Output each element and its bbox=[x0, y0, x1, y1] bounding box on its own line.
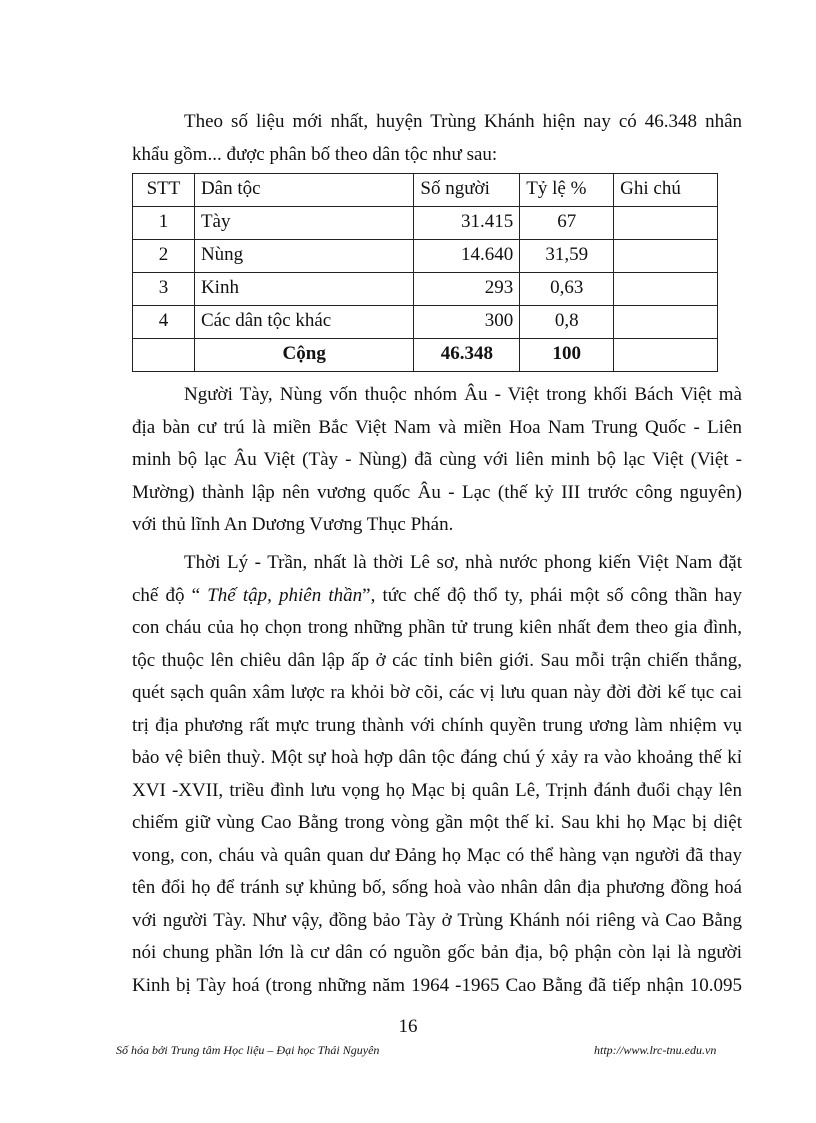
paragraph-line: Thời Lý - Trần, nhất là thời Lê sơ, nhà nước phong kiến Việt Nam đặt bbox=[184, 552, 742, 573]
paragraph-line: quét sạch quân xâm lược ra khỏi bờ cõi, các vị lưu quan này đời đời kế tục cai bbox=[132, 682, 742, 703]
total-label: Cộng bbox=[194, 339, 413, 372]
text-segment: ”, tức chế độ thổ ty, phái một số công thần hay bbox=[362, 584, 742, 606]
cell-percent: 31,59 bbox=[520, 240, 614, 273]
text-segment: chế độ “ bbox=[132, 584, 208, 606]
total-people: 46.348 bbox=[414, 339, 520, 372]
paragraph-line-with-italic bbox=[132, 580, 742, 613]
paragraph-line: tộc thuộc lên chiêu dân lập ấp ở các tỉnh biên giới. Sau mỗi trận chiến thắng, bbox=[132, 649, 742, 671]
cell-note-empty bbox=[614, 339, 718, 372]
paragraph-line: Người Tày, Nùng vốn thuộc nhóm Âu - Việt trong khối Bách Việt mà bbox=[184, 384, 742, 405]
cell-stt: 1 bbox=[133, 207, 195, 240]
paragraph-line: Mường) thành lập nên vương quốc Âu - Lạc (thế kỷ III trước công nguyên) bbox=[132, 481, 742, 503]
paragraph-line: chiếm giữ vùng Cao Bằng trong vòng gần một thế kỉ. Sau khi họ Mạc bị diệt bbox=[132, 812, 742, 833]
table-header-row bbox=[133, 174, 718, 207]
paragraph-line: Theo số liệu mới nhất, huyện Trùng Khánh hiện nay có 46.348 nhân bbox=[184, 111, 742, 132]
cell-note bbox=[614, 306, 718, 339]
paragraph-line: trị địa phương rất mực trung thành với chính quyền trung ương làm nhiệm vụ bbox=[132, 714, 742, 736]
cell-people: 14.640 bbox=[414, 240, 520, 273]
cell-ethnic: Tày bbox=[194, 207, 413, 240]
header-note: Ghi chú bbox=[614, 174, 718, 207]
paragraph-line: XVI -XVII, triều đình lưu vọng họ Mạc bị quân Lê, Trịnh đánh đuổi chạy lên bbox=[132, 779, 742, 801]
cell-percent: 67 bbox=[520, 207, 614, 240]
header-percent: Tỷ lệ % bbox=[520, 174, 614, 207]
paragraph-line: Kinh bị Tày hoá (trong những năm 1964 -1965 Cao Bằng đã tiếp nhận 10.095 bbox=[132, 974, 742, 996]
cell-note bbox=[614, 240, 718, 273]
cell-stt: 4 bbox=[133, 306, 195, 339]
cell-note bbox=[614, 273, 718, 306]
footer-url: http://www.lrc-tnu.edu.vn bbox=[594, 1043, 717, 1057]
table-row bbox=[133, 240, 718, 273]
cell-ethnic: Các dân tộc khác bbox=[194, 306, 413, 339]
header-ethnic: Dân tộc bbox=[194, 174, 413, 207]
cell-people: 31.415 bbox=[414, 207, 520, 240]
cell-stt-empty bbox=[133, 339, 195, 372]
cell-note bbox=[614, 207, 718, 240]
cell-ethnic: Nùng bbox=[194, 240, 413, 273]
table-row bbox=[133, 207, 718, 240]
cell-stt: 3 bbox=[133, 273, 195, 306]
page-number: 16 bbox=[398, 1016, 418, 1037]
cell-ethnic: Kinh bbox=[194, 273, 413, 306]
paragraph-line: nói chung phần lớn là cư dân có nguồn gốc bản địa, bộ phận còn lại là người bbox=[132, 942, 742, 963]
paragraph-line: với thủ lĩnh An Dương Vương Thục Phán. bbox=[132, 514, 454, 535]
paragraph-line: địa bàn cư trú là miền Bắc Việt Nam và miền Hoa Nam Trung Quốc - Liên bbox=[132, 416, 742, 438]
intro-paragraph bbox=[132, 106, 742, 171]
italic-term: Thế tập, phiên thần bbox=[207, 584, 363, 606]
population-table bbox=[132, 173, 718, 372]
paragraph-line: tên đổi họ để tránh sự khủng bố, sống hoà vào nhân dân địa phương đồng hoá bbox=[132, 877, 742, 898]
table-total-row bbox=[133, 339, 718, 372]
paragraph-line: vong, con, cháu và quân quan dư Đảng họ Mạc có thể hàng vạn người đã thay bbox=[132, 844, 742, 866]
paragraph-line: bảo vệ biên thuỳ. Một sự hoà hợp dân tộc đáng chú ý xảy ra vào khoảng thế kỉ bbox=[132, 747, 742, 768]
paragraph-history bbox=[132, 547, 742, 1002]
cell-people: 300 bbox=[414, 306, 520, 339]
paragraph-line: con cháu của họ chọn trong những phần tử trung kiên nhất đem theo gia đình, bbox=[132, 617, 742, 638]
cell-stt: 2 bbox=[133, 240, 195, 273]
total-percent: 100 bbox=[520, 339, 614, 372]
paragraph-line: minh bộ lạc Âu Việt (Tày - Nùng) đã cùng với liên minh bộ lạc Việt (Việt - bbox=[132, 449, 742, 470]
header-stt: STT bbox=[133, 174, 195, 207]
cell-percent: 0,8 bbox=[520, 306, 614, 339]
footer-digitized-by: Số hóa bởi Trung tâm Học liệu – Đại học Thái Nguyên bbox=[116, 1043, 380, 1057]
paragraph-line: với người Tày. Như vậy, đồng bảo Tày ở Trùng Khánh nói riêng và Cao Bằng bbox=[132, 909, 742, 931]
header-people: Số người bbox=[414, 174, 520, 207]
cell-people: 293 bbox=[414, 273, 520, 306]
paragraph-origin bbox=[132, 379, 742, 542]
paragraph-line: khẩu gồm... được phân bố theo dân tộc như sau: bbox=[132, 143, 498, 165]
cell-percent: 0,63 bbox=[520, 273, 614, 306]
table-row bbox=[133, 273, 718, 306]
table-row bbox=[133, 306, 718, 339]
